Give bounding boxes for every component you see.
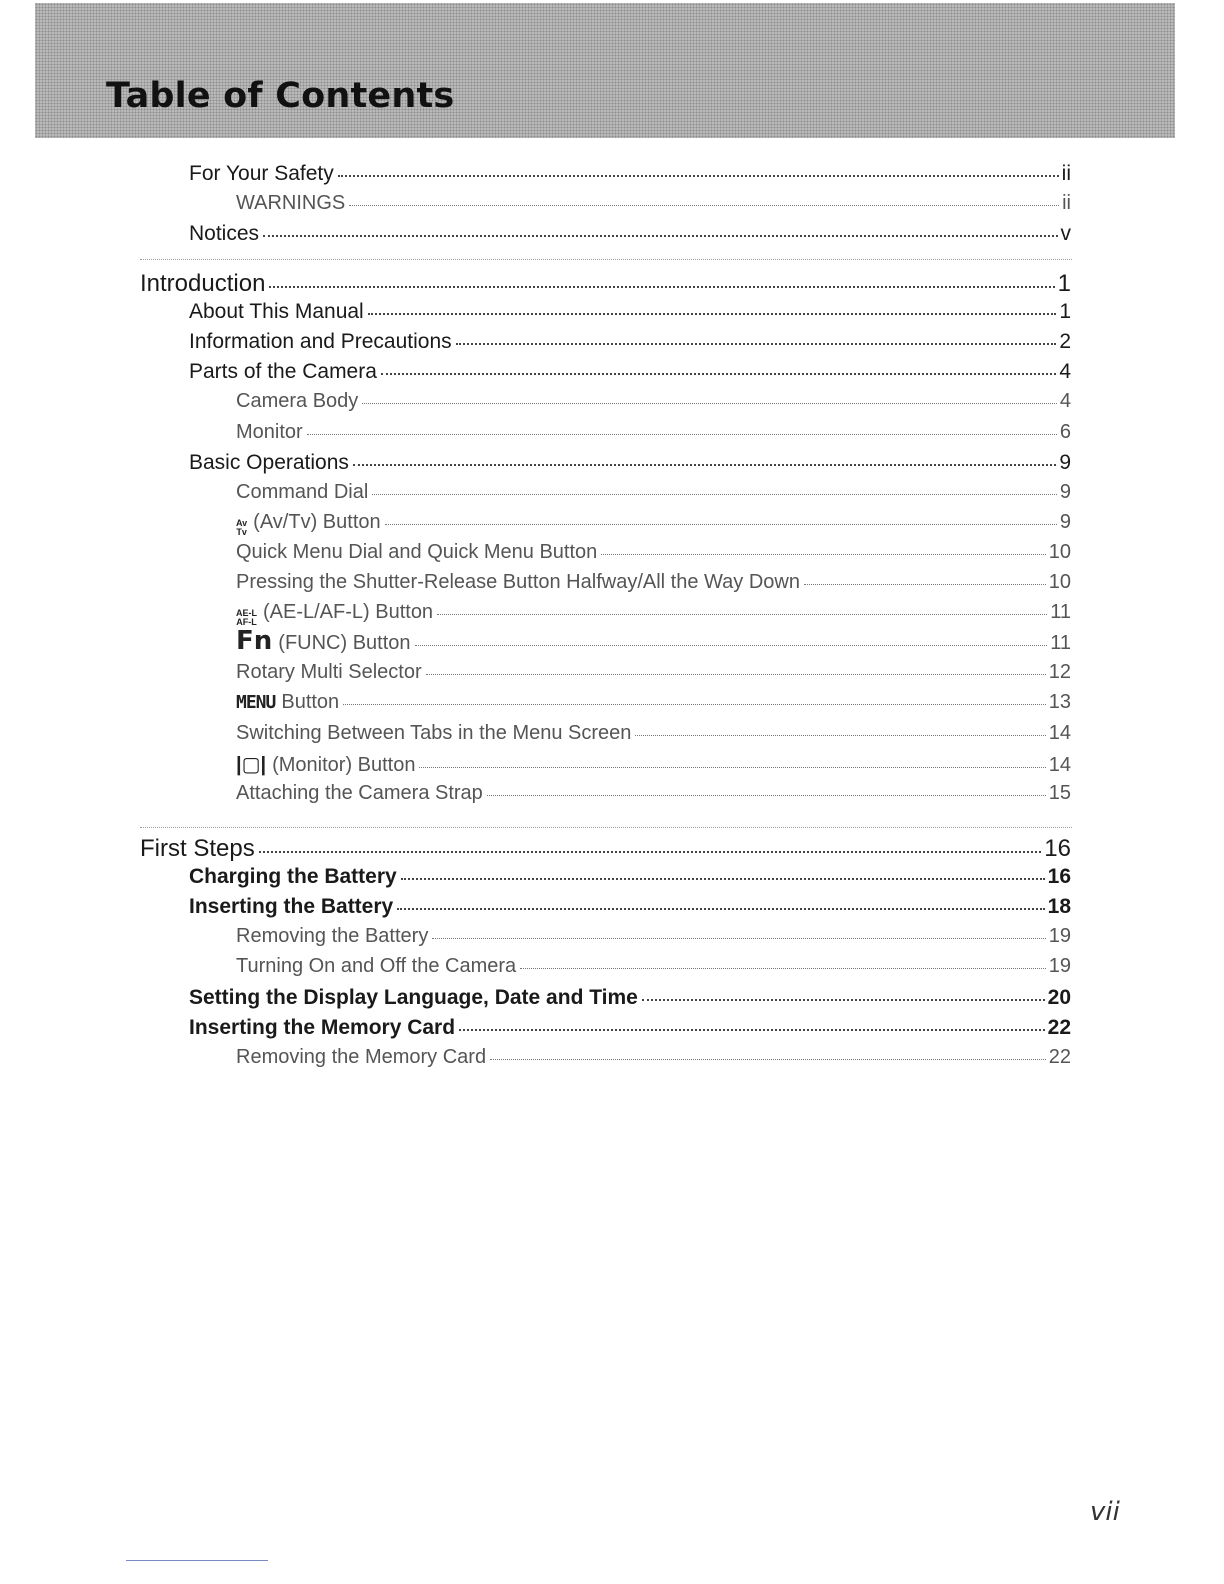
av-tv-icon: Av Tv [236,517,248,537]
toc-entry[interactable] [236,955,1071,978]
toc-entry-title [236,511,381,539]
toc-entry-text: WARNINGS [236,192,346,215]
toc-entry-title [236,541,597,564]
dot-leader [385,524,1057,525]
dot-leader [459,1029,1045,1031]
toc-entry[interactable] [189,865,1071,889]
toc-entry-title [236,782,483,805]
dot-leader [601,554,1045,555]
toc-page-number: 19 [1048,955,1071,978]
toc-page-number: 14 [1048,721,1071,744]
toc-entry-text: Turning On and Off the Camera [236,955,517,978]
dot-leader [349,205,1059,206]
dot-leader [269,286,1054,288]
toc-entry-text: (Av/Tv) Button [253,510,381,533]
toc-entry-text: Setting the Display Language, Date and Time [189,985,638,1009]
dot-leader [368,313,1057,315]
dot-leader [487,795,1046,796]
dot-leader [263,235,1057,237]
toc-entry-text: For Your Safety [189,162,334,185]
fn-icon: Fn [236,626,273,657]
toc-page-number: 4 [1059,390,1071,413]
toc-page-number: 14 [1048,753,1071,776]
toc-entry-title [189,162,334,186]
toc-entry-text: Command Dial [236,480,369,503]
toc-page-number: 9 [1059,450,1071,474]
toc-entry-title [189,451,349,475]
dot-leader [520,968,1046,969]
toc-entry[interactable] [236,691,1071,714]
dot-leader [343,704,1046,705]
menu-icon: MENU [236,692,276,714]
dot-leader [432,938,1045,939]
toc-entry[interactable] [236,192,1071,215]
toc-entry-text: Pressing the Shutter-Release Button Halfway/All the Way Down [236,571,800,593]
toc-entry-text: Removing the Memory Card [236,1045,487,1068]
toc-page-number: 10 [1048,571,1071,593]
page-number: vii [1090,1497,1120,1527]
dot-leader [307,434,1057,435]
toc-page-number: 12 [1048,661,1071,684]
toc-page-number: v [1060,222,1071,246]
toc-entry-text: Camera Body [236,390,359,413]
toc-entry[interactable] [189,895,1071,919]
footer-rule [126,1560,268,1561]
toc-page-number: 11 [1050,601,1071,624]
toc-entry-title [236,626,411,657]
header-band [35,3,1175,138]
toc-entry-title [236,421,303,444]
toc-entry-text: Information and Precautions [189,330,452,354]
toc-entry[interactable] [236,390,1071,413]
toc-entry[interactable] [189,162,1071,186]
toc-entry-title [189,360,377,384]
dot-leader [353,464,1056,466]
toc-page-number: 20 [1047,985,1071,1009]
toc-entry-title [236,1046,486,1069]
dot-leader [259,851,1042,853]
monitor-icon: |▢| [236,753,267,776]
toc-entry-text: Charging the Battery [189,865,397,889]
toc-entry[interactable] [236,722,1071,745]
dot-leader [381,373,1056,375]
toc-entry[interactable] [236,626,1071,657]
toc-entry[interactable] [236,541,1071,564]
toc-entry-text: Parts of the Camera [189,360,377,384]
toc-page-number: 1 [1057,270,1071,297]
dot-leader [642,999,1045,1001]
toc-entry[interactable] [236,481,1071,504]
toc-page-number: ii [1061,162,1071,185]
toc-page-number: 18 [1047,895,1071,919]
toc-entry-text: Removing the Battery [236,925,429,948]
toc-entry-text: Notices [189,222,260,246]
dot-leader [490,1059,1046,1060]
toc-entry[interactable] [189,986,1071,1010]
dot-leader [635,735,1045,736]
dot-leader [804,584,1046,585]
toc-entry-title [236,192,345,215]
toc-entry-text: Button [281,691,340,714]
toc-entry-title [236,955,516,978]
toc-entry-text: About This Manual [189,300,364,324]
dot-leader [437,614,1047,615]
section-divider [140,827,1072,828]
toc-entry-title [189,222,259,246]
toc-page-number: 9 [1059,480,1071,503]
section-divider [140,259,1072,260]
toc-entry-text: Introduction [140,270,266,297]
toc-page-number: 4 [1059,360,1071,384]
toc-entry[interactable] [189,300,1071,324]
toc-entry-title [140,270,265,298]
toc-entry-title [236,390,358,413]
toc-entry-title [236,571,800,594]
toc-entry-title [189,895,393,919]
toc-page-number: 16 [1044,835,1071,862]
toc-entry[interactable] [189,222,1071,246]
toc-entry-title [189,865,397,889]
dot-leader [415,645,1048,646]
dot-leader [419,767,1045,768]
toc-entry-text: Rotary Multi Selector [236,661,422,684]
toc-entry[interactable] [189,360,1071,384]
toc-entry-title [236,601,433,629]
toc-entry-title [236,925,428,948]
toc-entry-text: First Steps [140,835,255,862]
toc-page-number: ii [1062,192,1071,215]
toc-entry-text: Quick Menu Dial and Quick Menu Button [236,540,598,563]
toc-entry[interactable] [140,835,1071,863]
toc-page-number: 10 [1048,540,1071,563]
page-title: Table of Contents [106,76,455,116]
toc-page-number: 1 [1059,300,1071,324]
toc-entry-text: Monitor [236,420,303,443]
toc-page-number: 22 [1048,1045,1071,1068]
toc-page-number: 6 [1059,420,1071,443]
toc-page-number: 19 [1048,925,1071,948]
toc-entry[interactable] [236,601,1071,629]
toc-page-number: 16 [1047,865,1071,889]
toc-entry-text: (AE-L/AF-L) Button [263,601,434,624]
toc-entry[interactable] [236,752,1071,777]
toc-entry[interactable] [236,782,1071,805]
dot-leader [397,908,1044,910]
toc-entry[interactable] [189,1016,1071,1040]
toc-entry-text: (FUNC) Button [278,632,411,655]
toc-entry[interactable] [236,661,1071,684]
dot-leader [362,403,1057,404]
toc-entry-title [140,835,255,863]
toc-entry-text: Inserting the Memory Card [189,1015,456,1039]
toc-page-number: 13 [1048,691,1071,714]
toc-entry[interactable] [189,451,1071,475]
toc-entry-text: (Monitor) Button [272,753,416,776]
toc-entry[interactable] [189,330,1071,354]
ae-l-af-l-icon: AE-L AF-L [236,608,257,628]
toc-entry-title [236,752,415,777]
toc-page-number: 22 [1047,1015,1071,1039]
toc-entry-title [236,691,339,714]
toc-page-number: 11 [1050,632,1071,655]
toc-entry[interactable] [236,511,1071,539]
dot-leader [456,343,1057,345]
toc-entry-title [236,661,422,684]
dot-leader [426,674,1046,675]
toc-page-number: 9 [1059,510,1071,533]
toc-entry-text: Inserting the Battery [189,895,394,919]
toc-entry-title [189,300,364,324]
toc-page-number: 2 [1059,330,1071,354]
toc-entry[interactable] [236,421,1071,444]
dot-leader [338,175,1059,177]
toc-entry-title [189,986,638,1010]
toc-entry[interactable] [236,1046,1071,1069]
toc-entry[interactable] [236,925,1071,948]
toc-entry-title [189,1016,455,1040]
toc-entry[interactable] [236,571,1071,594]
toc-entry[interactable] [140,270,1071,298]
dot-leader [401,878,1045,880]
toc-entry-text: Switching Between Tabs in the Menu Screen [236,721,632,744]
toc-entry-title [189,330,452,354]
toc-page-number: 15 [1048,781,1071,804]
toc-entry-title [236,722,631,745]
toc-entry-title [236,481,368,504]
toc-entry-text: Basic Operations [189,450,349,474]
toc-entry-text: Attaching the Camera Strap [236,781,483,804]
dot-leader [372,494,1057,495]
